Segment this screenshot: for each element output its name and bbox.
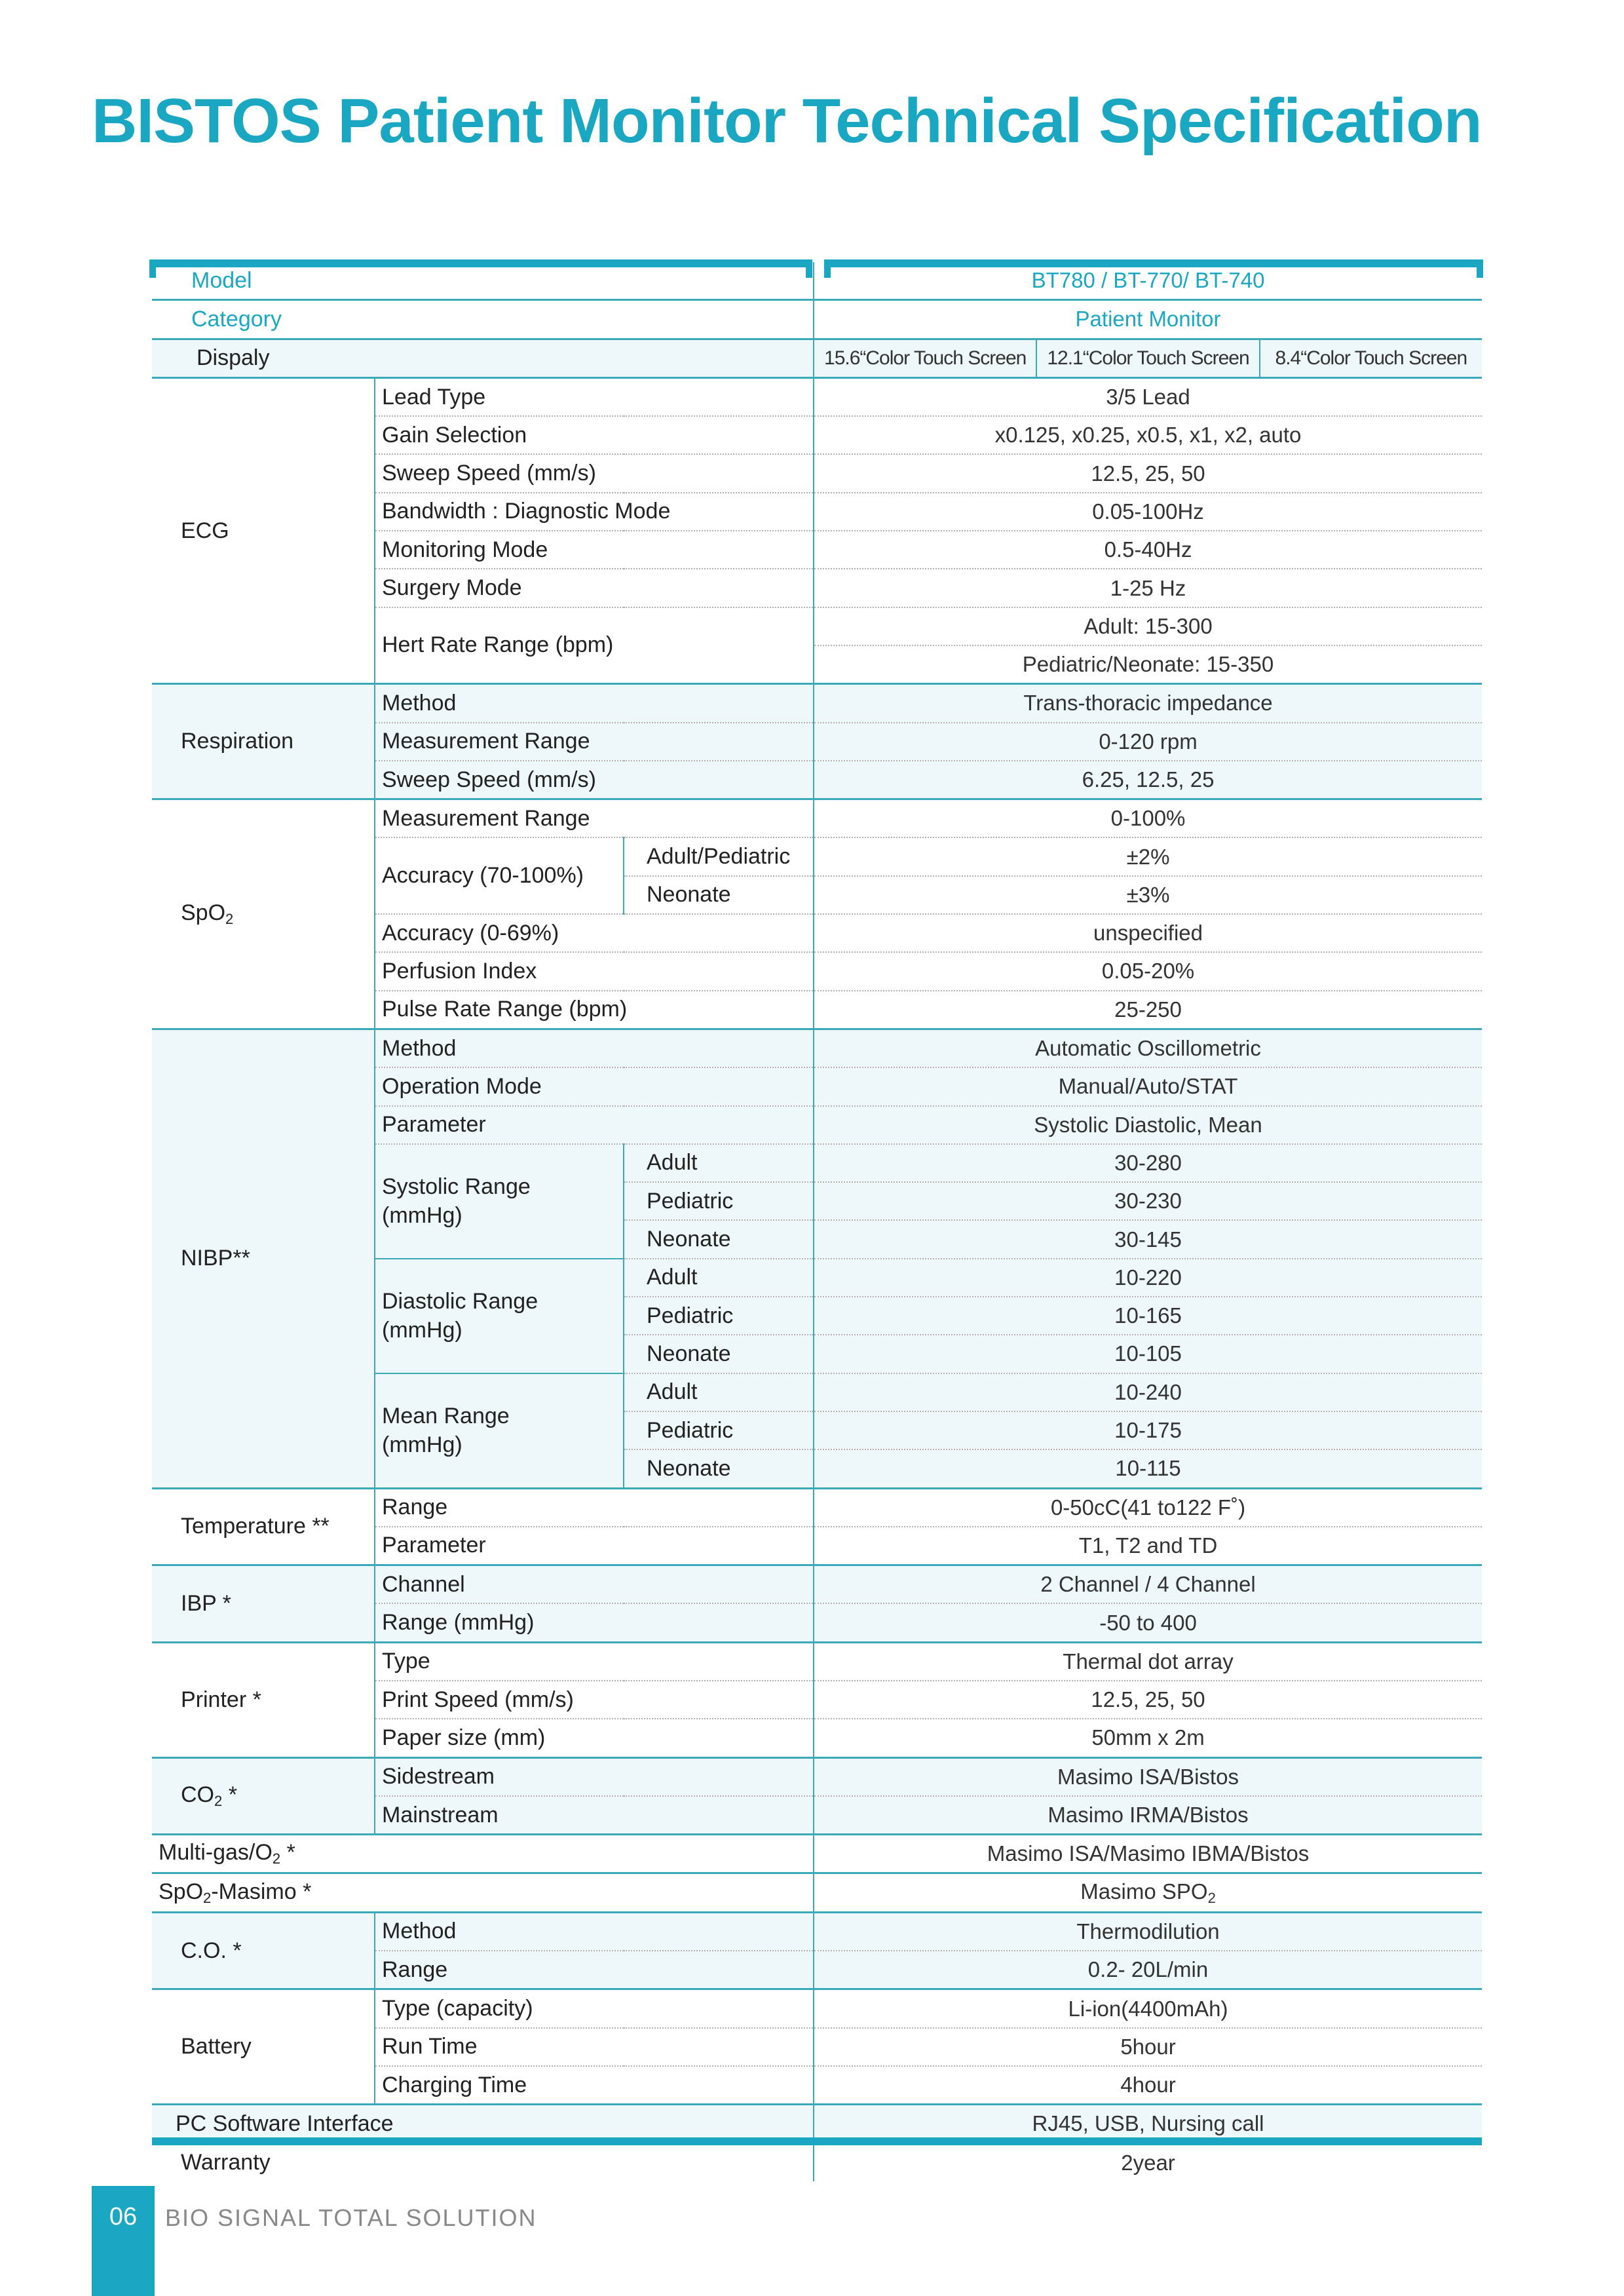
spo2-masimo-label: SpO$_2$-Masimo * [152, 1873, 814, 1912]
row-sublabel: Neonate [624, 1335, 814, 1373]
row-label: Range (mmHg) [375, 1603, 814, 1642]
model-label: Model [152, 262, 814, 300]
table-row [152, 1029, 1482, 1067]
row-label: Type (capacity) [375, 1989, 814, 2028]
row-label: Pulse Rate Range (bpm) [375, 991, 814, 1029]
category-label: Category [152, 300, 814, 339]
row-label: Hert Rate Range (bpm) [375, 607, 814, 684]
display-size-8: 8.4“Color Touch Screen [1259, 340, 1482, 377]
row-value: ±3% [814, 876, 1482, 914]
row-label: Accuracy (70-100%) [375, 837, 624, 914]
table-row [152, 1989, 1482, 2028]
table-row [152, 1488, 1482, 1527]
spec-table [152, 262, 1482, 2181]
row-value: 30-280 [814, 1144, 1482, 1182]
display-label: Dispaly [152, 339, 814, 377]
row-value: 4hour [814, 2066, 1482, 2105]
row-label: Measurement Range [375, 723, 814, 761]
row-value: 2 Channel / 4 Channel [814, 1565, 1482, 1604]
row-value: -50 to 400 [814, 1603, 1482, 1642]
row-label: Type [375, 1642, 814, 1681]
row-value: ±2% [814, 837, 1482, 875]
row-label: Sweep Speed (mm/s) [375, 454, 814, 492]
multigas-label: Multi-$gas/O_2$ * [152, 1835, 814, 1873]
table-row-model [152, 262, 1482, 300]
table-row [152, 1565, 1482, 1604]
temperature-category: Temperature ** [152, 1488, 375, 1565]
page-title: BISTOS Patient Monitor Technical Specification [92, 86, 1482, 156]
row-label: Print Speed (mm/s) [375, 1681, 814, 1719]
row-label: Parameter [375, 1106, 814, 1144]
row-value: 0.5-40Hz [814, 531, 1482, 569]
row-label: Bandwidth : Diagnostic Mode [375, 493, 814, 531]
row-label: Measurement Range [375, 799, 814, 838]
row-value: 10-220 [814, 1259, 1482, 1297]
respiration-category: Respiration [152, 684, 375, 799]
row-value: Systolic Diastolic, Mean [814, 1106, 1482, 1144]
model-value: BT780 / BT-770/ BT-740 [814, 262, 1482, 300]
page-number: 06 [109, 2203, 138, 2230]
row-sublabel: Neonate [624, 1220, 814, 1258]
nibp-category: NIBP** [152, 1029, 375, 1488]
row-value: Manual/Auto/STAT [814, 1067, 1482, 1105]
row-label: Operation Mode [375, 1067, 814, 1105]
spo2-masimo-value: Masimo $SPO_2$ [814, 1873, 1482, 1912]
row-value: Li-ion(4400mAh) [814, 1989, 1482, 2028]
row-label: Method [375, 684, 814, 723]
row-label: Range [375, 1951, 814, 1989]
row-value: Thermodilution [814, 1912, 1482, 1951]
row-value: 0-120 rpm [814, 723, 1482, 761]
row-value: Masimo ISA/Bistos [814, 1757, 1482, 1796]
row-label-systolic: Systolic Range (mmHg) [375, 1144, 624, 1259]
printer-category: Printer * [152, 1642, 375, 1757]
display-size-12: 12.1“Color Touch Screen [1036, 340, 1258, 377]
co-category: C.O. * [152, 1912, 375, 1989]
row-label: Run Time [375, 2028, 814, 2066]
row-value: 0.2- 20L/min [814, 1951, 1482, 1989]
table-row [152, 799, 1482, 838]
table-row [152, 377, 1482, 416]
pc-software-label: PC Software Interface [152, 2105, 814, 2143]
row-label: Parameter [375, 1527, 814, 1565]
row-sublabel: Neonate [624, 876, 814, 914]
row-value: 3/5 Lead [814, 377, 1482, 416]
row-value: Adult: 15-300 [814, 607, 1482, 645]
row-label: Sweep Speed (mm/s) [375, 761, 814, 799]
row-value: 10-115 [814, 1449, 1482, 1488]
table-row [152, 1642, 1482, 1681]
row-label: Mainstream [375, 1796, 814, 1835]
row-sublabel: Pediatric [624, 1297, 814, 1335]
row-value: 10-105 [814, 1335, 1482, 1373]
table-row-category [152, 300, 1482, 339]
row-value: Thermal dot array [814, 1642, 1482, 1681]
row-value: 6.25, 12.5, 25 [814, 761, 1482, 799]
table-row [152, 1873, 1482, 1912]
display-values [814, 339, 1482, 377]
row-sublabel: Pediatric [624, 1182, 814, 1220]
footer-tagline: BIO SIGNAL TOTAL SOLUTION [165, 2204, 537, 2231]
row-value: Pediatric/Neonate: 15-350 [814, 645, 1482, 684]
row-label: Surgery Mode [375, 569, 814, 607]
category-value: Patient Monitor [814, 300, 1482, 339]
row-label: Gain Selection [375, 416, 814, 454]
row-value: Automatic Oscillometric [814, 1029, 1482, 1067]
row-value: 1-25 Hz [814, 569, 1482, 607]
row-value: 0.05-100Hz [814, 493, 1482, 531]
table-row [152, 1835, 1482, 1873]
row-value: 0.05-20% [814, 952, 1482, 990]
row-value: 0-50cC(41 to122 F˚) [814, 1488, 1482, 1527]
row-value: 0-100% [814, 799, 1482, 838]
row-sublabel: Adult [624, 1259, 814, 1297]
spo2-category: SpO$_2$ [152, 799, 375, 1029]
row-value: unspecified [814, 914, 1482, 952]
row-value: Masimo IRMA/Bistos [814, 1796, 1482, 1835]
row-value: 25-250 [814, 991, 1482, 1029]
row-label: Sidestream [375, 1757, 814, 1796]
row-label: Method [375, 1029, 814, 1067]
row-label: Method [375, 1912, 814, 1951]
pc-software-value: RJ45, USB, Nursing call [814, 2105, 1482, 2143]
multigas-value: Masimo ISA/Masimo IBMA/Bistos [814, 1835, 1482, 1873]
row-value: T1, T2 and TD [814, 1527, 1482, 1565]
table-row [152, 1757, 1482, 1796]
row-label-mean: Mean Range (mmHg) [375, 1373, 624, 1488]
table-row-display [152, 339, 1482, 377]
table-bottom-rule [152, 2137, 1482, 2145]
row-label: Charging Time [375, 2066, 814, 2105]
row-label: Paper size (mm) [375, 1719, 814, 1757]
battery-category: Battery [152, 1989, 375, 2105]
row-label: Lead Type [375, 377, 814, 416]
row-value: 12.5, 25, 50 [814, 1681, 1482, 1719]
row-sublabel: Adult/Pediatric [624, 837, 814, 875]
row-value: Trans-thoracic impedance [814, 684, 1482, 723]
display-size-15: 15.6“Color Touch Screen [824, 347, 1027, 369]
row-label: Range [375, 1488, 814, 1527]
row-value: 30-230 [814, 1182, 1482, 1220]
ibp-category: IBP * [152, 1565, 375, 1643]
row-value: x0.125, x0.25, x0.5, x1, x2, auto [814, 416, 1482, 454]
row-label: Monitoring Mode [375, 531, 814, 569]
row-label: Accuracy (0-69%) [375, 914, 814, 952]
row-value: 5hour [814, 2028, 1482, 2066]
row-sublabel: Adult [624, 1373, 814, 1411]
row-value: 12.5, 25, 50 [814, 454, 1482, 492]
row-value: 50mm x 2m [814, 1719, 1482, 1757]
row-sublabel: Adult [624, 1144, 814, 1182]
table-row [152, 2143, 1482, 2181]
co2-category: $CO_2$ * [152, 1757, 375, 1835]
row-sublabel: Pediatric [624, 1411, 814, 1449]
row-label-diastolic: Diastolic Range (mmHg) [375, 1259, 624, 1373]
table-row [152, 1912, 1482, 1951]
warranty-value: 2year [814, 2143, 1482, 2181]
row-value: 10-175 [814, 1411, 1482, 1449]
row-label: Channel [375, 1565, 814, 1604]
row-value: 10-165 [814, 1297, 1482, 1335]
warranty-label: Warranty [181, 2150, 271, 2175]
ecg-category: ECG [152, 377, 375, 683]
row-value: 10-240 [814, 1373, 1482, 1411]
row-sublabel: Neonate [624, 1449, 814, 1488]
row-label: Perfusion Index [375, 952, 814, 990]
table-row [152, 684, 1482, 723]
row-value: 30-145 [814, 1220, 1482, 1258]
